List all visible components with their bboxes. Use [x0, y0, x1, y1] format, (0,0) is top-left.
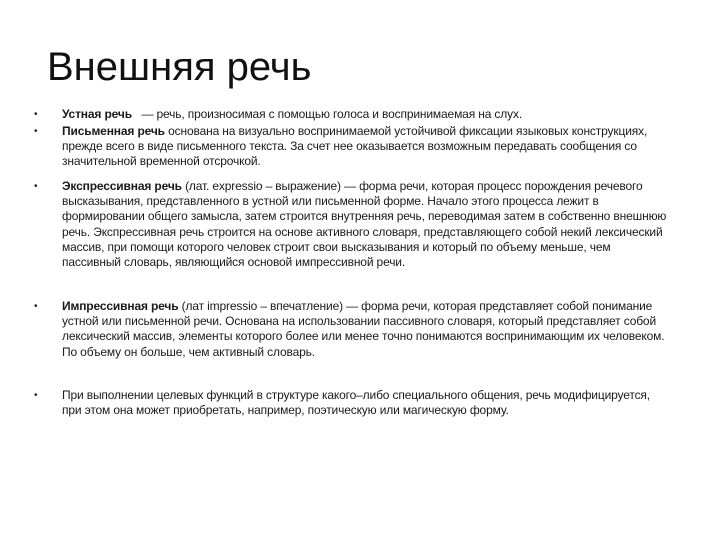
definition-expressive-speech: (лат. expressio – выражение) — форма речи, которая процесс порождения речевого высказывания, представленного в устной или письменной форме. Начало этого процесса лежит в формировании общего замысла, затем строится внутренняя речь, переводимая затем в собственно внешнюю речь. Экспрессивная речь строится на основе активного словаря, представляющего собой некий лексический массив, при помощи которого человек строит свои высказывания и который по объему меньше, чем пассивный словарь, являющийся основой импрессивной речи.	[62, 179, 667, 270]
bullet-icon: •	[34, 181, 38, 192]
bullet-icon: •	[34, 109, 38, 120]
list-item-text	[62, 299, 668, 360]
definition-oral-speech: — речь, произносимая с помощью голоса и воспринимаемая на слух.	[141, 107, 523, 121]
definition-speech-modification: При выполнении целевых функций в структуре какого–либо специального общения, речь модифицируется, при этом она может приобретать, например, поэтическую или магическую форму.	[62, 388, 650, 418]
bullet-icon: •	[34, 126, 38, 137]
bullet-icon: •	[34, 301, 38, 312]
bullet-icon: •	[34, 390, 38, 401]
term-expressive-speech: Экспрессивная речь	[62, 179, 182, 193]
definition-written-speech: основана на визуально воспринимаемой устойчивой фиксации языковых конструкциях, прежде всего в виде письменного текста. За счет нее оказывается возможным передавать сообщения со значительной временной отсрочкой.	[62, 124, 648, 169]
definition-impressive-speech: (лат impressio – впечатление) — форма речи, которая представляет собой понимание устной или письменной речи. Основана на использовании пассивного словаря, который представляет собой лексический массив, элементы которого более или менее точно понимаются воспринимающим их человеком. По объему он больше, чем активный словарь.	[62, 299, 665, 359]
term-oral-speech: Устная речь	[62, 107, 132, 121]
list-item-text	[62, 124, 668, 170]
list-item-text	[62, 388, 668, 418]
term-written-speech: Письменная речь	[62, 124, 165, 138]
term-impressive-speech: Импрессивная речь	[62, 299, 179, 313]
slide-title: Внешняя речь	[47, 45, 312, 89]
list-item-text	[62, 179, 668, 270]
list-item-text	[62, 107, 668, 122]
